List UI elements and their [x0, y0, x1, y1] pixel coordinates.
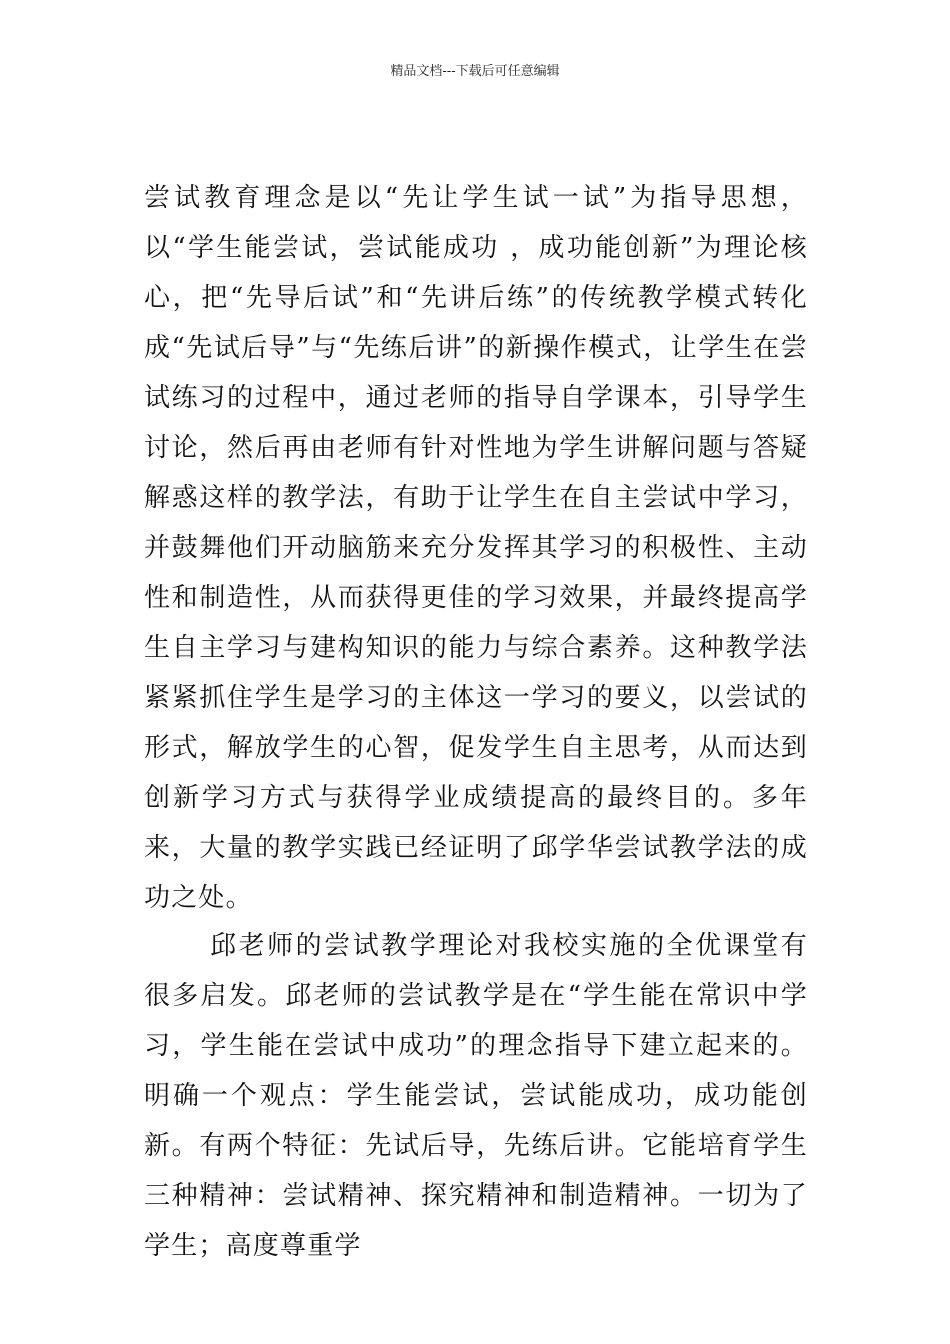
- paragraph-1: 尝试教育理念是以“先让学生试一试”为指导思想，以“学生能尝试，尝试能成功 ，成功能创新”为理论核心，把“先导后试”和“先讲后练”的传统教学模式转化成“先试后导”与“先练后讲”的新操作模式，让学生在尝试练习的过程中，通过老师的指导自学课本，引导学生讨论，然后再由老师有针对性地为学生讲解问题与答疑解惑这样的教学法，有助于让学生在自主尝试中学习，并鼓舞他们开动脑筋来充分发挥其学习的积极性、主动性和制造性，从而获得更佳的学习效果，并最终提高学生自主学习与建构知识的能力与综合素养。这种教学法紧紧抓住学生是学习的主体这一学习的要义，以尝试的形式，解放学生的心智，促发学生自主思考，从而达到创新学习方式与获得学业成绩提高的最终目的。多年来，大量的教学实践已经证明了邱学华尝试教学法的成功之处。: [144, 183, 808, 913]
- paragraph-2: 邱老师的尝试教学理论对我校实施的全优课堂有很多启发。邱老师的尝试教学是在“学生能在常识中学习，学生能在尝试中成功”的理念指导下建立起来的。明确一个观点：学生能尝试，尝试能成功，成功能创新。有两个特征：先试后导，先练后讲。它能培育学生三种精神：尝试精神、探究精神和制造精神。一切为了学生；高度尊重学: [144, 931, 808, 1261]
- page-header: 精品文档---下载后可任意编辑: [390, 64, 560, 79]
